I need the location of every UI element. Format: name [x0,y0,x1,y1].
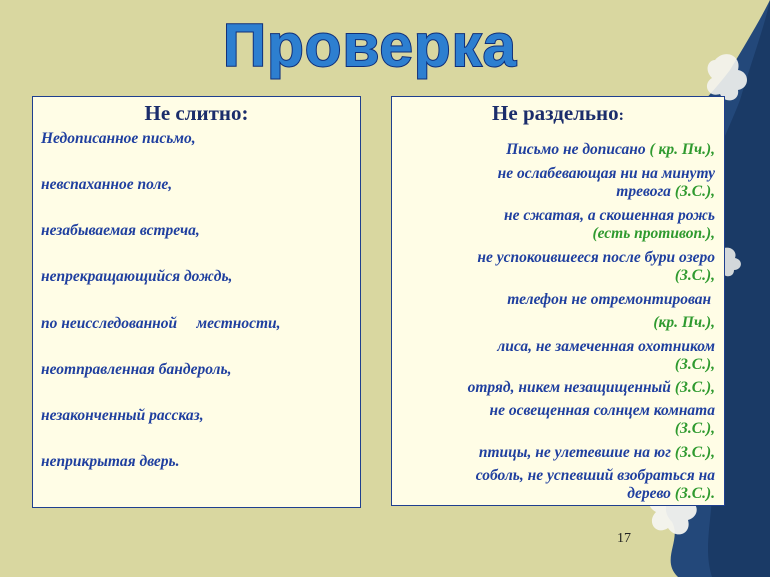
left-list-item: невспаханное поле, [41,176,173,193]
right-list-line [592,224,715,243]
right-list-line [675,419,715,438]
right-line-text: отряд, никем незащищенный [467,379,675,396]
right-list-line [506,140,715,159]
right-line-text: телефон не отремонтирован [507,291,715,308]
right-line-note: ( кр. Пч.), [649,141,715,158]
right-line-note: (кр. Пч.), [653,314,715,331]
right-list-line [627,484,715,503]
right-list-line [490,401,715,420]
right-line-text: Письмо не дописано [506,141,650,158]
right-list-line [675,266,715,285]
right-line-note: (З.С.), [674,356,715,373]
left-column-box [32,96,361,508]
right-line-note: (З.С.), [674,379,715,396]
right-list-line [477,248,715,267]
right-list-line [468,378,715,397]
right-line-note: (З.С.), [674,267,715,284]
left-list-item: неотправленная бандероль, [41,361,232,378]
right-heading [392,97,724,126]
right-list-line [498,164,715,183]
right-heading-text: Не раздельно [492,101,619,125]
right-list-line [675,355,715,374]
right-line-text: лиса, не замеченная охотником [497,338,715,355]
right-line-note: (З.С.). [674,485,715,502]
right-list-line [476,466,715,485]
left-list-item: незабываемая встреча, [41,222,200,239]
right-column-box [391,96,725,506]
right-list-line [479,443,715,462]
page-title-text: Проверка [223,12,517,79]
left-list-item: непрекращающийся дождь, [41,268,233,285]
right-line-note: (есть противоп.), [592,225,715,242]
left-list-item: неприкрытая дверь. [41,453,180,470]
right-heading-colon: : [618,107,624,124]
left-list-item: незаконченный рассказ, [41,407,204,424]
right-line-text: не освещенная солнцем комната [489,402,715,419]
right-line-note: (З.С.), [674,444,715,461]
right-line-text: дерево [627,485,675,502]
page-number: 17 [617,531,631,546]
right-line-text: не сжатая, а скошенная рожь [504,207,715,224]
right-line-text: птицы, не улетевшие на юг [478,444,675,461]
right-list-line [504,206,715,225]
right-line-text: не ослабевающая ни на минуту [497,165,715,182]
right-list-line [497,337,715,356]
right-line-text: не успокоившееся после бури озеро [477,249,715,266]
left-list-item: по неисследованной местности, [41,315,281,332]
right-list-line [653,313,715,332]
right-line-note: (З.С.), [674,183,715,200]
right-list-line [616,182,715,201]
right-list-line [507,290,715,309]
right-line-text: соболь, не успевший взобраться на [475,467,715,484]
right-line-note: (З.С.), [674,420,715,437]
left-heading: Не слитно: [144,101,249,125]
right-line-text: тревога [616,183,675,200]
left-list-item: Недописанное письмо, [41,130,196,147]
page-title [160,0,580,86]
